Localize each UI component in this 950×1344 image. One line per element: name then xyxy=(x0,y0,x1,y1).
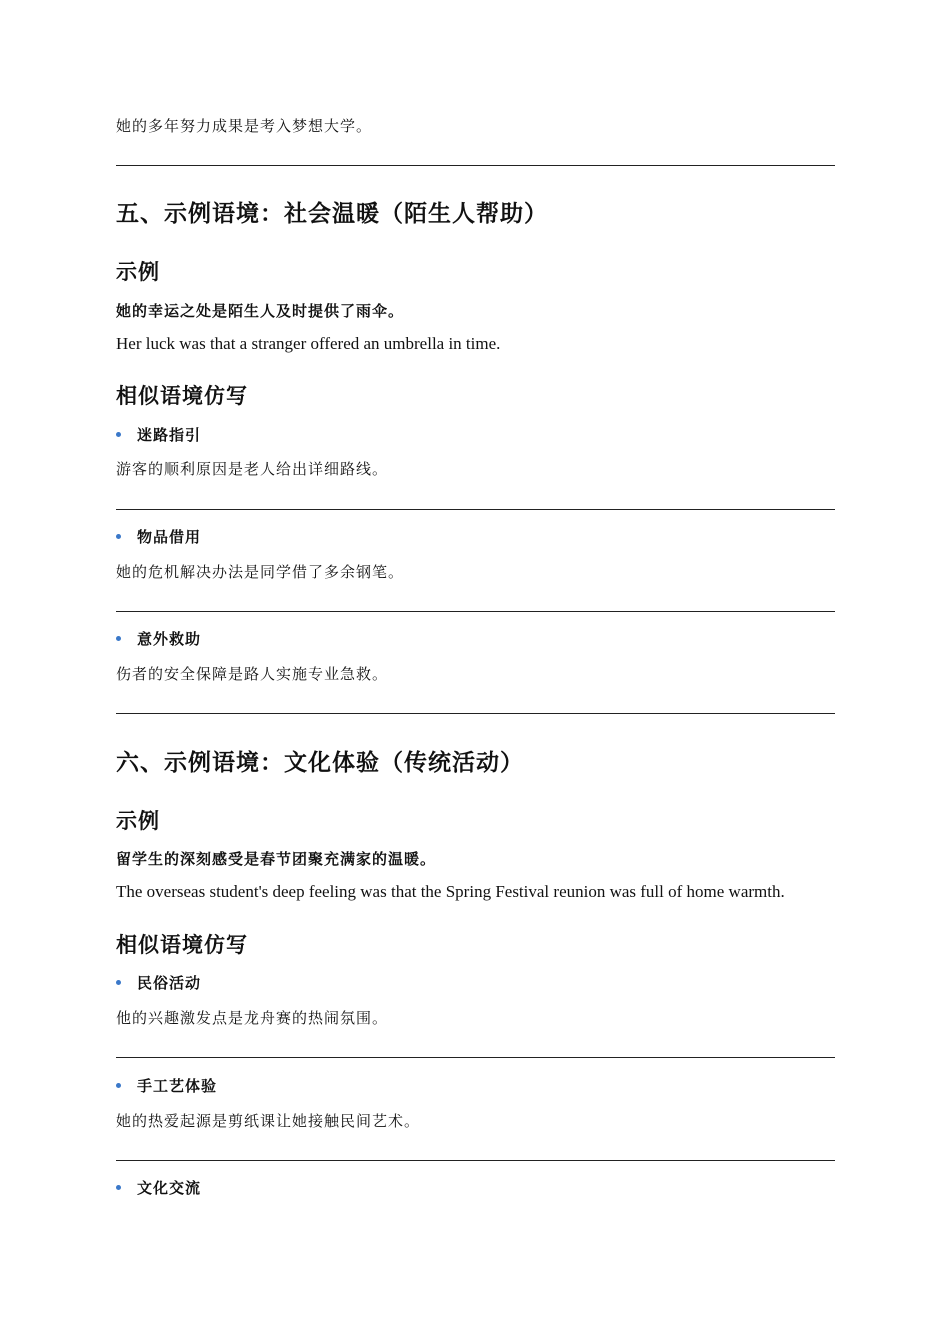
list-item-sentence: 她的危机解决办法是同学借了多余钢笔。 xyxy=(116,563,405,581)
divider xyxy=(116,165,835,166)
section-5-example-en: Her luck was that a stranger offered an umbrella in time. xyxy=(116,334,501,353)
divider xyxy=(116,509,835,510)
section-5-similar-heading: 相似语境仿写 xyxy=(116,383,248,408)
section-5-example-cn: 她的幸运之处是陌生人及时提供了雨伞。 xyxy=(116,302,405,320)
section-5-example-heading: 示例 xyxy=(116,259,160,284)
list-item-sentence: 伤者的安全保障是路人实施专业急救。 xyxy=(116,665,389,683)
divider xyxy=(116,611,835,612)
section-6-similar-heading: 相似语境仿写 xyxy=(116,932,248,957)
section-6-example-cn: 留学生的深刻感受是春节团聚充满家的温暖。 xyxy=(116,850,437,868)
bullet-icon xyxy=(116,432,121,437)
list-item-title: 意外救助 xyxy=(116,629,201,649)
list-item-sentence: 她的热爱起源是剪纸课让她接触民间艺术。 xyxy=(116,1112,421,1130)
bullet-icon xyxy=(116,636,121,641)
list-item-title: 文化交流 xyxy=(116,1178,201,1198)
bullet-icon xyxy=(116,1083,121,1088)
list-item-title: 手工艺体验 xyxy=(116,1076,217,1096)
list-item-title: 民俗活动 xyxy=(116,973,201,993)
divider xyxy=(116,1160,835,1161)
section-6-example-en: The overseas student's deep feeling was that the Spring Festival reunion was full of home warmth. xyxy=(116,882,785,901)
list-item-sentence: 他的兴趣激发点是龙舟赛的热闹氛围。 xyxy=(116,1009,389,1027)
list-item-title: 迷路指引 xyxy=(116,425,201,445)
bullet-icon xyxy=(116,1185,121,1190)
divider xyxy=(116,713,835,714)
bullet-icon xyxy=(116,534,121,539)
section-5-heading: 五、示例语境：社会温暖（陌生人帮助） xyxy=(116,200,548,227)
intro-sentence: 她的多年努力成果是考入梦想大学。 xyxy=(116,117,373,135)
list-item-sentence: 游客的顺利原因是老人给出详细路线。 xyxy=(116,460,389,478)
bullet-icon xyxy=(116,980,121,985)
list-item-title: 物品借用 xyxy=(116,527,201,547)
divider xyxy=(116,1057,835,1058)
section-6-example-heading: 示例 xyxy=(116,808,160,833)
section-6-heading: 六、示例语境：文化体验（传统活动） xyxy=(116,749,524,776)
